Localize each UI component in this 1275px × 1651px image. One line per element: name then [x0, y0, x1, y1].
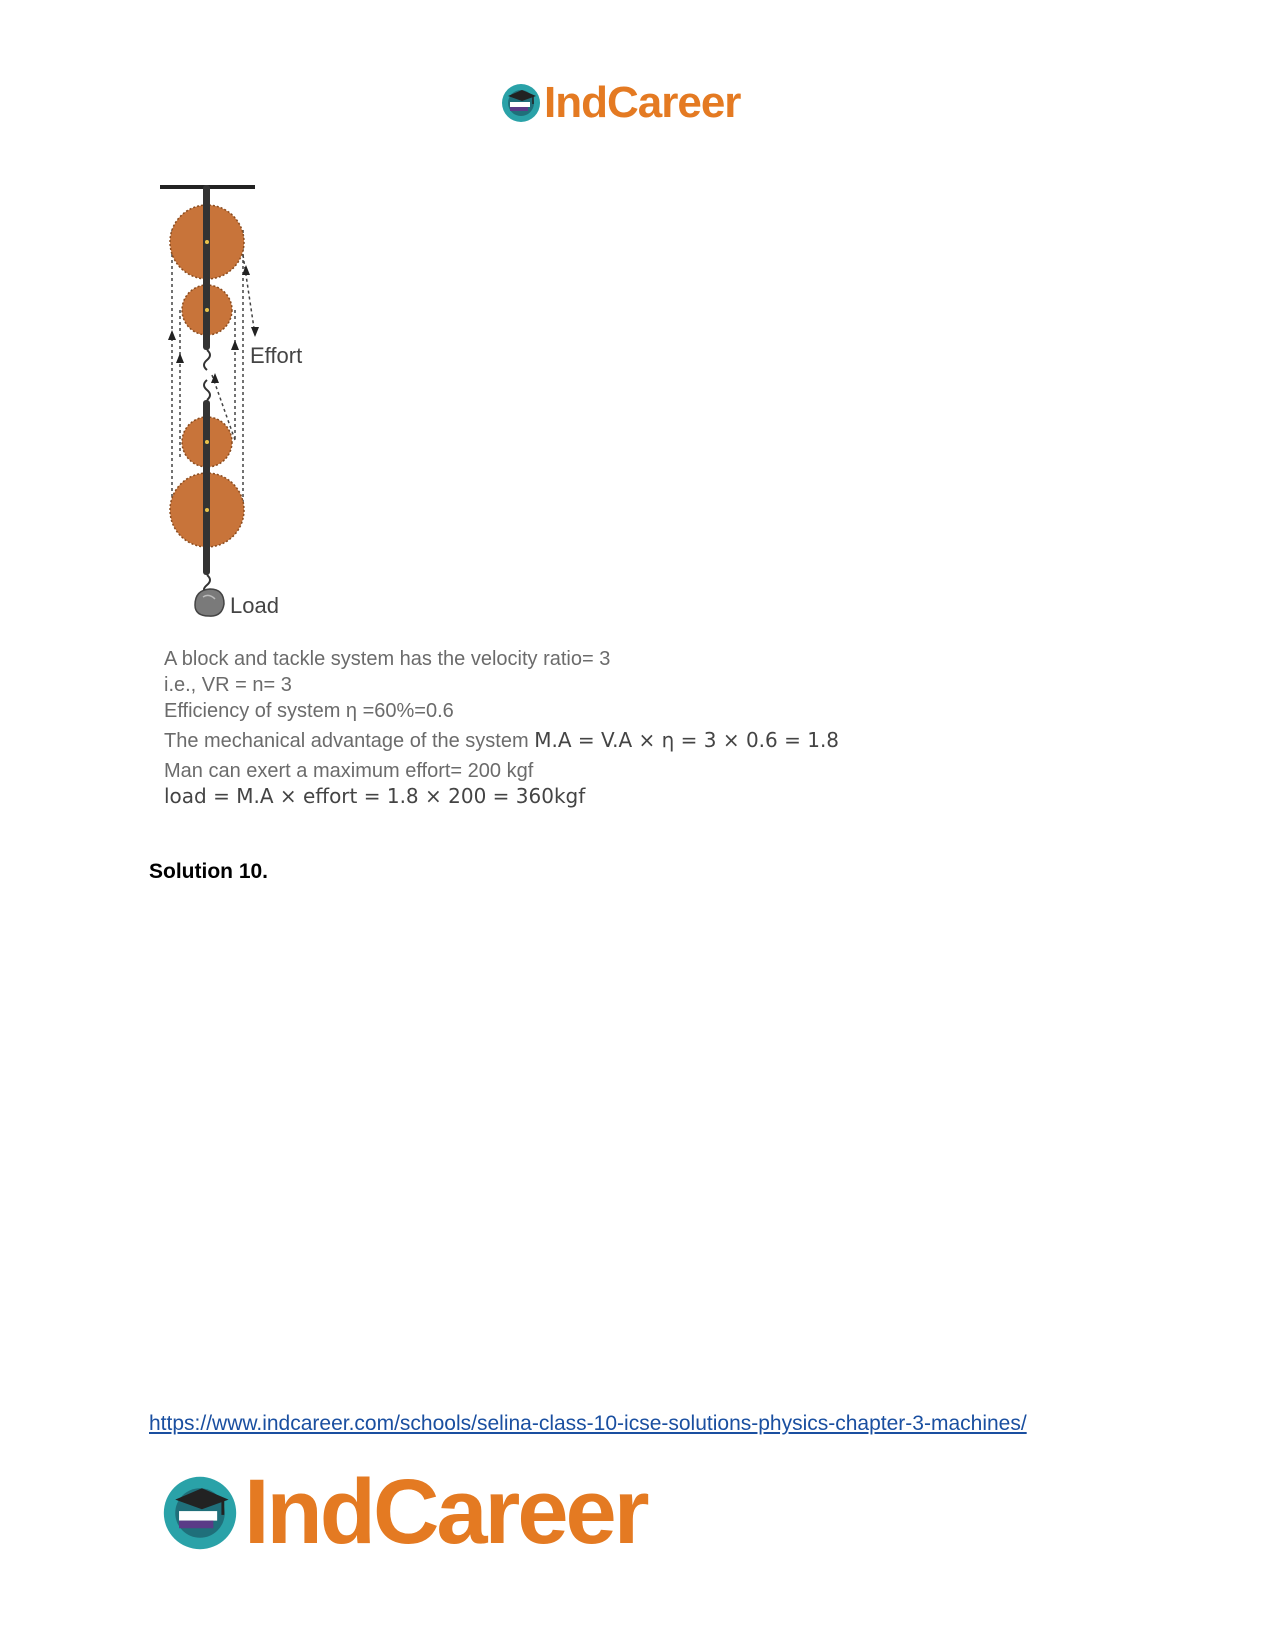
graduation-cap-icon [500, 82, 542, 124]
effort-label: Effort [250, 343, 303, 368]
explanation-line [164, 700, 454, 723]
footer-logo-text: IndCareer [244, 1461, 647, 1563]
header-logo [500, 78, 740, 128]
upper-hook [204, 350, 210, 370]
arrow-up-icon [168, 330, 176, 340]
source-link[interactable]: https://www.indcareer.com/schools/selina-class-10-icse-solutions-physics-chapter-3-machines/ [149, 1412, 1027, 1435]
arrow-up-icon [231, 340, 239, 350]
header-logo-text: IndCareer [544, 78, 741, 127]
pulley-diagram [155, 185, 355, 625]
arrow-up-icon [176, 353, 184, 363]
line-text: The mechanical advantage of the system [164, 730, 535, 752]
arrow-down-icon [251, 327, 259, 337]
load-label: Load [230, 593, 279, 618]
load-stone [195, 589, 224, 616]
graduation-cap-icon [160, 1473, 240, 1553]
explanation-line [164, 760, 533, 783]
lower-block-rod [203, 400, 210, 575]
line-math: M.A = V.A × η = 3 × 0.6 = 1.8 [534, 728, 840, 752]
line-text: A block and tackle system has the velocity ratio= 3 [164, 648, 611, 670]
explanation-line [164, 784, 585, 809]
arrow-up-icon [211, 373, 219, 383]
lower-hook-top [204, 380, 210, 400]
line-math: load = M.A × effort = 1.8 × 200 = 360kgf [164, 784, 586, 808]
explanation-line [164, 728, 839, 753]
upper-block-rod [203, 185, 210, 350]
line-text: i.e., VR = n= 3 [164, 674, 292, 696]
solution-heading: Solution 10. [149, 860, 269, 883]
explanation-line [164, 648, 610, 671]
explanation-line [164, 674, 292, 697]
footer-logo [160, 1461, 647, 1563]
line-text: Efficiency of system η =60%=0.6 [164, 700, 454, 722]
line-text: Man can exert a maximum effort= 200 kgf [164, 760, 534, 782]
